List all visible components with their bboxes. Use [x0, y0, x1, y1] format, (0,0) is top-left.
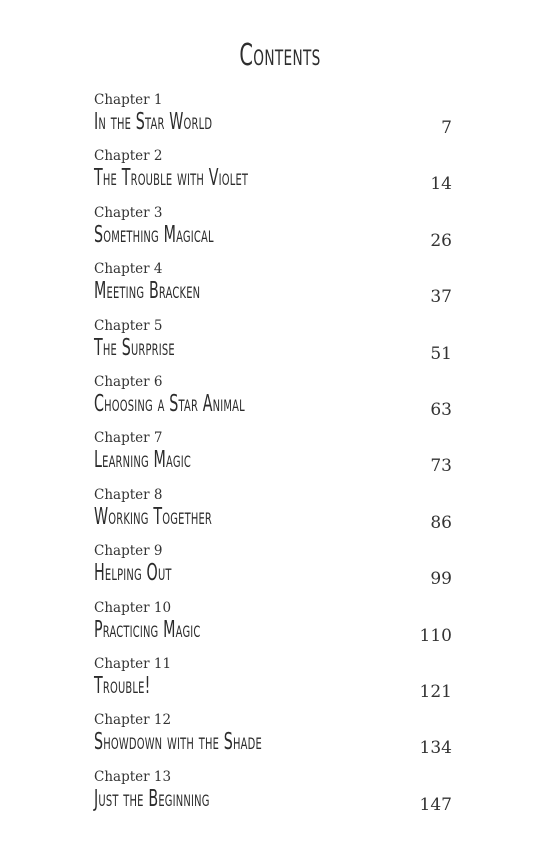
page-number: 37: [430, 287, 452, 308]
chapter-title[interactable]: Trouble!: [94, 672, 151, 699]
chapter-title[interactable]: Learning Magic: [94, 447, 191, 474]
page-number: 73: [430, 456, 452, 477]
table-of-contents: [94, 92, 454, 825]
toc-entry[interactable]: [94, 261, 454, 317]
chapter-label: Chapter 3: [94, 204, 163, 221]
chapter-label: Chapter 5: [94, 317, 163, 334]
toc-entry[interactable]: [94, 205, 454, 261]
toc-entry[interactable]: [94, 769, 454, 825]
toc-entry[interactable]: [94, 656, 454, 712]
toc-entry[interactable]: [94, 543, 454, 599]
chapter-title[interactable]: Working Together: [94, 503, 213, 530]
page-number: 7: [441, 118, 452, 138]
chapter-title[interactable]: Just the Beginning: [94, 785, 210, 812]
toc-entry[interactable]: [94, 600, 454, 656]
chapter-title[interactable]: Showdown with the Shade: [94, 729, 262, 756]
page-number: 51: [430, 343, 452, 364]
toc-entry[interactable]: [94, 712, 454, 768]
chapter-title[interactable]: The Surprise: [94, 334, 175, 361]
page-number: 147: [419, 794, 452, 815]
chapter-label: Chapter 11: [94, 655, 172, 672]
chapter-label: Chapter 2: [94, 148, 163, 165]
chapter-label: Chapter 13: [94, 768, 172, 785]
chapter-title[interactable]: Meeting Bracken: [94, 278, 201, 305]
chapter-label: Chapter 1: [94, 92, 163, 108]
chapter-label: Chapter 9: [94, 543, 163, 560]
toc-entry[interactable]: [94, 374, 454, 430]
chapter-label: Chapter 8: [94, 486, 163, 503]
page-number: 110: [419, 625, 452, 646]
toc-entry[interactable]: [94, 148, 454, 204]
toc-entry[interactable]: [94, 318, 454, 374]
page-number: 99: [430, 569, 452, 590]
chapter-title[interactable]: The Trouble with Violet: [94, 165, 249, 192]
page-number: 134: [419, 738, 452, 759]
page-number: 63: [430, 399, 452, 420]
chapter-label: Chapter 12: [94, 712, 172, 729]
chapter-title[interactable]: Practicing Magic: [94, 616, 201, 643]
chapter-title[interactable]: In the Star World: [94, 109, 213, 135]
chapter-label: Chapter 10: [94, 599, 172, 616]
chapter-label: Chapter 7: [94, 430, 163, 447]
page-number: 121: [419, 681, 452, 702]
toc-entry[interactable]: [94, 430, 454, 486]
chapter-label: Chapter 4: [94, 261, 163, 278]
page-number: 26: [430, 230, 452, 251]
chapter-title[interactable]: Helping Out: [94, 560, 172, 587]
chapter-title[interactable]: Choosing a Star Animal: [94, 390, 245, 417]
chapter-title[interactable]: Something Magical: [94, 221, 214, 248]
toc-entry[interactable]: [94, 487, 454, 543]
page-number: 86: [430, 512, 452, 533]
contents-heading: Contents: [239, 38, 321, 73]
chapter-label: Chapter 6: [94, 373, 163, 390]
toc-entry[interactable]: [94, 92, 454, 148]
page-number: 14: [430, 174, 452, 195]
